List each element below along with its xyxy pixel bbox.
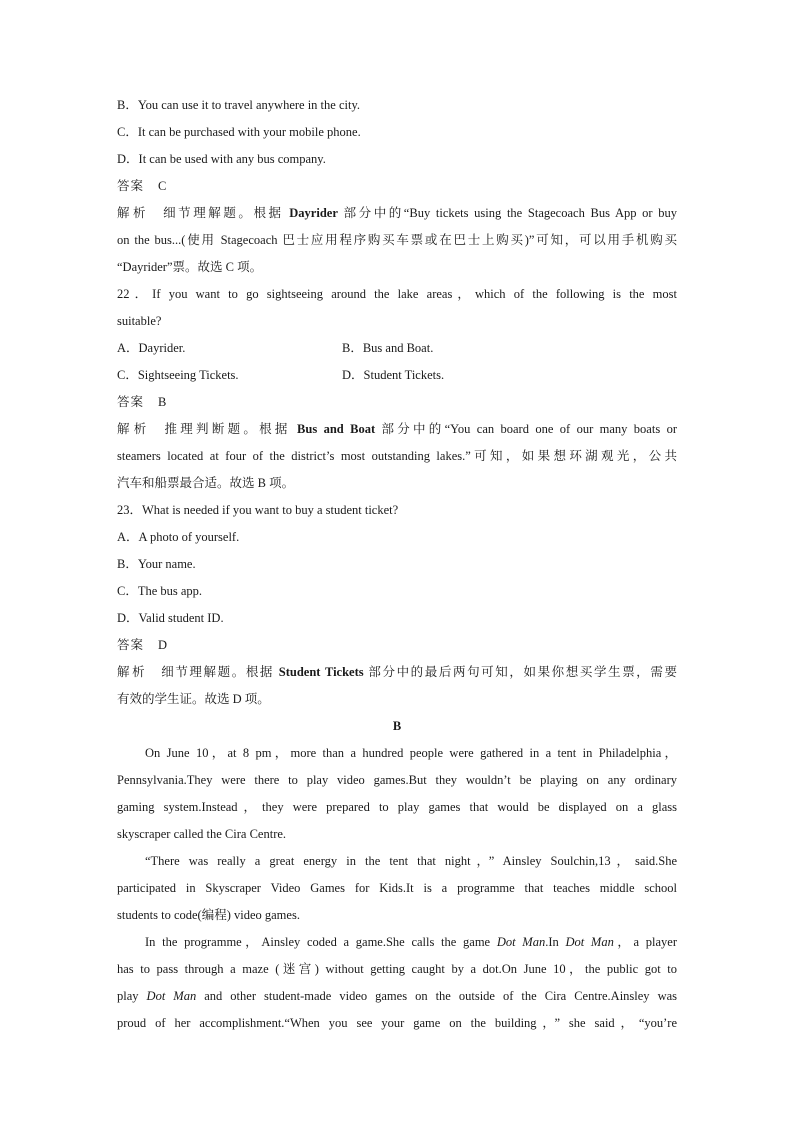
game-title: Dot Man bbox=[146, 989, 197, 1003]
question-22-stem-2: suitable? bbox=[117, 314, 162, 328]
analysis-23-line-2: 有效的学生证。故选 D 项。 bbox=[117, 692, 270, 706]
answer-value: B bbox=[158, 395, 167, 409]
option-22-c: C．Sightseeing Tickets. bbox=[117, 368, 239, 382]
option-21-c: C．It can be purchased with your mobile phone. bbox=[117, 125, 361, 139]
option-21-d: D．It can be used with any bus company. bbox=[117, 152, 326, 166]
analysis-label: 解析 bbox=[117, 665, 148, 679]
answer-value: D bbox=[158, 638, 168, 652]
analysis-22-line-2: steamers located at four of the district’s most outstanding lakes.”可知，如果想环湖观光，公共 bbox=[117, 449, 677, 463]
answer-label: 答案 bbox=[117, 179, 145, 193]
option-22-b: B．Bus and Boat. bbox=[342, 341, 434, 355]
answer-23 bbox=[117, 632, 677, 659]
options-22-row-1 bbox=[117, 335, 677, 362]
question-23-stem: 23．What is needed if you want to buy a student ticket? bbox=[117, 503, 399, 517]
section-name-student-tickets: Student Tickets bbox=[278, 665, 364, 679]
document-page bbox=[117, 92, 677, 1037]
analysis-21-line-2: on the bus...(使用 Stagecoach 巴士应用程序购买车票或在巴士上购买)”可知，可以用手机购买 bbox=[117, 233, 677, 247]
passage-p1-line-4: skyscraper called the Cira Centre. bbox=[117, 827, 287, 841]
passage-p3-line-4: proud of her accomplishment.“When you see your game on the building，” she said，“you’re bbox=[117, 1016, 677, 1030]
section-name-bus-and-boat: Bus and Boat bbox=[297, 422, 376, 436]
analysis-21-line-3: “Dayrider”票。故选 C 项。 bbox=[117, 260, 263, 274]
answer-value: C bbox=[158, 179, 167, 193]
analysis-22-line-1: 解析 推理判断题。根据 Bus and Boat 部分中的“You can board one of our many boats or bbox=[117, 422, 677, 436]
option-23-c: C．The bus app. bbox=[117, 584, 203, 598]
analysis-label: 解析 bbox=[117, 422, 151, 436]
passage-p2-line-3: students to code(编程) video games. bbox=[117, 908, 300, 922]
analysis-label: 解析 bbox=[117, 206, 150, 220]
passage-p1-line-1: On June 10，at 8 pm，more than a hundred people were gathered in a tent in Philadelphia， bbox=[145, 746, 677, 760]
passage-p1-line-2: Pennsylvania.They were there to play video games.But they wouldn’t be playing on any ordinary bbox=[117, 773, 677, 787]
option-22-a: A．Dayrider. bbox=[117, 341, 186, 355]
passage-p3-line-2: has to pass through a maze (迷宫) without getting caught by a dot.On June 10，the public got to bbox=[117, 962, 677, 976]
analysis-23-line-1: 解析 细节理解题。根据 Student Tickets 部分中的最后两句可知，如果你想买学生票，需要 bbox=[117, 665, 677, 679]
game-title: Dot Man bbox=[565, 935, 614, 949]
passage-p2-line-1: “There was really a great energy in the tent that night，” Ainsley Soulchin,13，said.She bbox=[145, 854, 677, 868]
analysis-21-line-1: 解析 细节理解题。根据 Dayrider 部分中的“Buy tickets using the Stagecoach Bus App or buy bbox=[117, 206, 677, 220]
analysis-22-line-3: 汽车和船票最合适。故选 B 项。 bbox=[117, 476, 295, 490]
question-22-stem-1: 22．If you want to go sightseeing around the lake areas，which of the following is the most bbox=[117, 287, 677, 301]
game-title: Dot Man bbox=[496, 935, 546, 949]
section-name-dayrider: Dayrider bbox=[289, 206, 338, 220]
passage-p3-line-3: play Dot Man and other student-made video games on the outside of the Cira Centre.Ainsley was bbox=[117, 989, 677, 1003]
answer-21 bbox=[117, 173, 677, 200]
passage-p3-line-1: In the programme，Ainsley coded a game.She calls the game Dot Man.In Dot Man，a player bbox=[145, 935, 677, 949]
passage-p1-line-3: gaming system.Instead，they were prepared to play games that would be displayed on a glass bbox=[117, 800, 677, 814]
passage-p2-line-2: participated in Skyscraper Video Games for Kids.It is a programme that teaches middle school bbox=[117, 881, 677, 895]
option-23-a: A．A photo of yourself. bbox=[117, 530, 240, 544]
option-23-b: B．Your name. bbox=[117, 557, 196, 571]
section-heading-b: B bbox=[392, 719, 402, 733]
answer-22 bbox=[117, 389, 677, 416]
option-21-b: B．You can use it to travel anywhere in the city. bbox=[117, 98, 361, 112]
option-23-d: D．Valid student ID. bbox=[117, 611, 224, 625]
answer-label: 答案 bbox=[117, 638, 145, 652]
option-22-d: D．Student Tickets. bbox=[342, 368, 445, 382]
options-22-row-2 bbox=[117, 362, 677, 389]
answer-label: 答案 bbox=[117, 395, 145, 409]
